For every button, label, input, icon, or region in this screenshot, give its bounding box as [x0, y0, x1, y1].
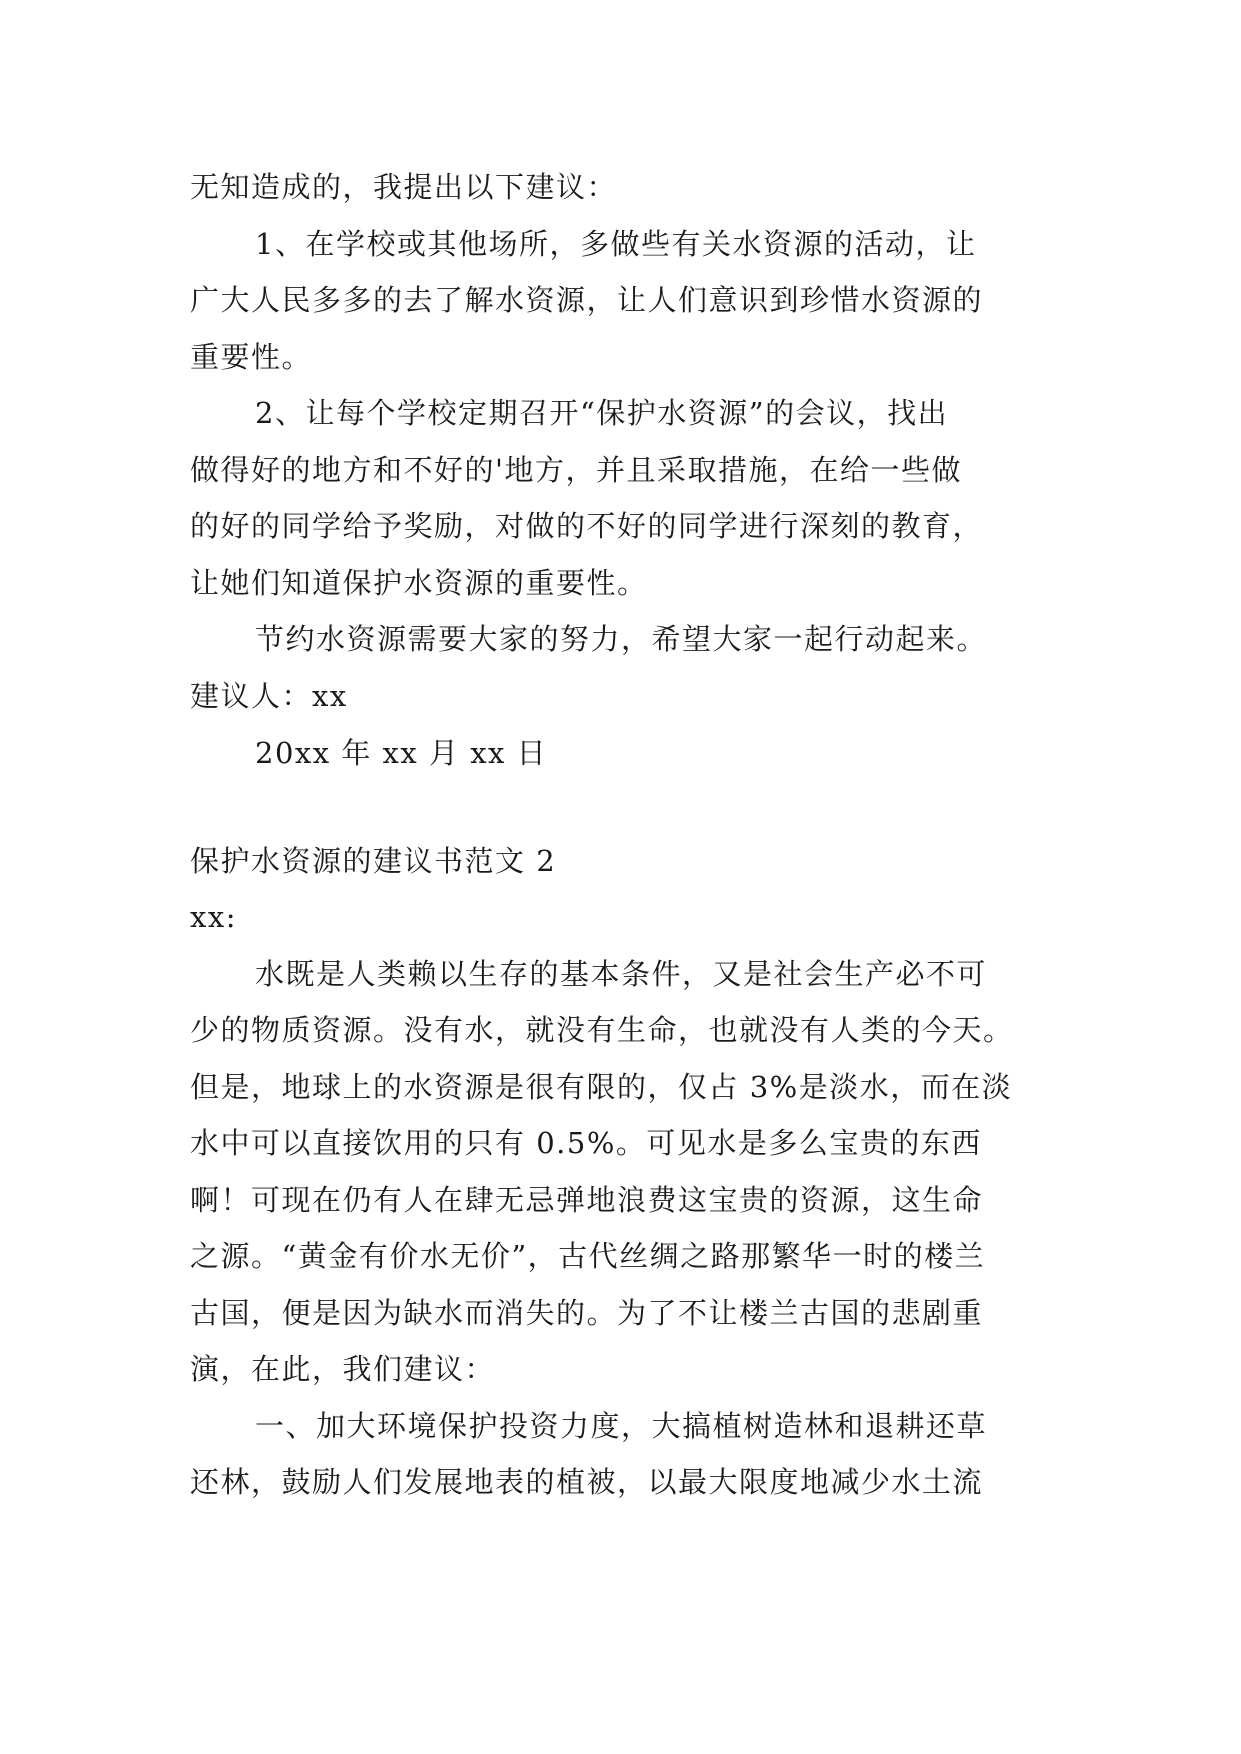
text-line: 做得好的地方和不好的'地方，并且采取措施，在给一些做	[190, 453, 962, 487]
text-line: 重要性。	[190, 340, 313, 374]
text-line: 啊！可现在仍有人在肆无忌弹地浪费这宝贵的资源，这生命	[190, 1183, 984, 1217]
text-line: 还林，鼓励人们发展地表的植被，以最大限度地减少水土流	[190, 1465, 984, 1499]
text-line: 水中可以直接饮用的只有 0.5%。可见水是多么宝贵的东西	[190, 1126, 982, 1160]
text-line: 节约水资源需要大家的努力，希望大家一起行动起来。	[255, 622, 988, 656]
text-line: 少的物质资源。没有水，就没有生命，也就没有人类的今天。	[190, 1013, 1014, 1047]
text-line: 让她们知道保护水资源的重要性。	[190, 566, 648, 600]
text-line: 水既是人类赖以生存的基本条件，又是社会生产必不可	[255, 957, 988, 991]
signature-line: 建议人：xx	[190, 679, 348, 713]
text-line: 但是，地球上的水资源是很有限的，仅占 3%是淡水，而在淡	[190, 1070, 1013, 1104]
text-line: 古国，便是因为缺水而消失的。为了不让楼兰古国的悲剧重	[190, 1296, 984, 1330]
section-title: 保护水资源的建议书范文 2	[190, 844, 557, 878]
text-line: 广大人民多多的去了解水资源，让人们意识到珍惜水资源的	[190, 283, 984, 317]
text-line: 2、让每个学校定期召开“保护水资源”的会议，找出	[255, 396, 949, 430]
text-line: 演，在此，我们建议：	[190, 1352, 496, 1386]
text-line: 1、在学校或其他场所，多做些有关水资源的活动，让	[255, 227, 977, 261]
text-line: 无知造成的，我提出以下建议：	[190, 170, 618, 204]
date-line: 20xx 年 xx 月 xx 日	[255, 736, 548, 770]
salutation-line: xx:	[190, 900, 237, 934]
text-line: 一、加大环境保护投资力度，大搞植树造林和退耕还草	[255, 1409, 988, 1443]
text-line: 之源。“黄金有价水无价”，古代丝绸之路那繁华一时的楼兰	[190, 1239, 986, 1273]
text-line: 的好的同学给予奖励，对做的不好的同学进行深刻的教育，	[190, 509, 984, 543]
